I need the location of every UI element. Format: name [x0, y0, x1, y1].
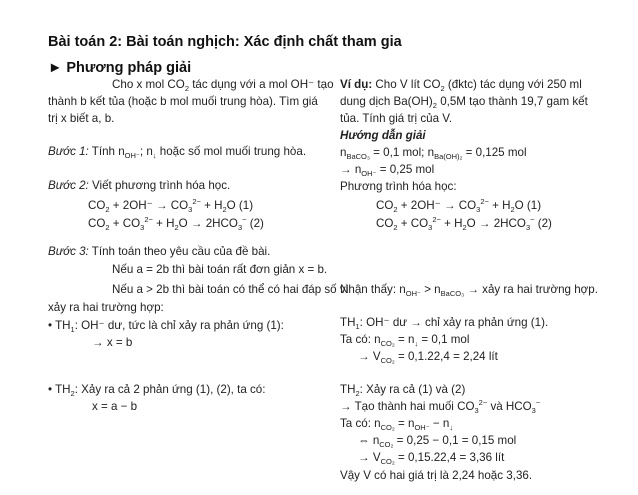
superscript: −	[535, 398, 541, 407]
subscript: 2	[70, 389, 75, 398]
subscript: 3	[531, 406, 536, 415]
subscript: 3	[474, 406, 479, 415]
line-text: Ta có: $n_{CO_2} = n_↓ = 0,1$ mol	[340, 333, 470, 348]
subscript: BaCO₃	[440, 289, 465, 298]
right-text-line	[340, 111, 452, 127]
line-lead-label: Ví dụ:	[340, 78, 373, 91]
right-text-line	[340, 382, 465, 398]
line-text: → x = b	[92, 336, 133, 349]
line-text: Phương trình hóa học:	[340, 180, 457, 193]
section-heading: ► Phương pháp giải	[48, 60, 192, 76]
line-text: • $TH_1$: OH⁻ dư, tức là chỉ xảy ra phản ứng (1):	[48, 319, 284, 334]
left-text-line	[48, 382, 265, 398]
line-text: Nhận thấy: $n_{OH^-} > n_{BaCO_3}$ → xảy ra hai trường hợp.	[340, 283, 598, 298]
right-text-line	[340, 128, 426, 144]
superscript: 2−	[480, 197, 489, 206]
subscript: CO₂	[380, 339, 395, 348]
right-text-line	[358, 450, 504, 466]
subscript: 1	[355, 322, 360, 331]
left-text-line	[48, 94, 318, 110]
subscript: 3	[428, 223, 433, 232]
right-text-line	[340, 179, 457, 195]
left-text-line	[48, 144, 306, 160]
subscript: 2	[222, 205, 227, 214]
right-text-line	[340, 315, 548, 331]
left-text-line	[48, 318, 284, 334]
right-text-line	[340, 416, 453, 432]
subscript: 2	[355, 389, 360, 398]
subscript: 2	[393, 205, 398, 214]
subscript: CO₂	[380, 356, 395, 365]
line-text: → $V_{CO_2} = 0,15.22,4 = 3,36$ lít	[358, 451, 505, 466]
line-text: $TH_2$: Xảy ra cả (1) và (2)	[340, 383, 466, 398]
right-text-line	[340, 162, 434, 178]
line-text: trị x biết a, b.	[48, 112, 115, 125]
left-text-line	[112, 262, 327, 278]
subscript: OH⁻	[361, 169, 377, 178]
subscript: OH⁻	[124, 151, 140, 160]
line-text: → $V_{CO_2} = 0,1.22,4 = 2,24$ lít	[358, 350, 498, 365]
superscript: 2−	[192, 197, 201, 206]
subscript: 2	[432, 101, 437, 110]
left-text-line	[92, 399, 137, 415]
line-lead-label: Bước 1:	[48, 145, 89, 158]
superscript: 2−	[432, 215, 441, 224]
right-text-line	[340, 332, 469, 348]
line-text: x = a − b	[92, 400, 138, 413]
line-text: Vậy V có hai giá trị là 2,24 hoặc 3,36.	[340, 469, 533, 482]
right-text-line	[340, 468, 532, 484]
line-text: Tính toán theo yêu cầu của đề bài.	[88, 245, 271, 258]
line-text: → $n_{OH^-} = 0,25$ mol	[340, 163, 435, 178]
line-text: $CO_2 + 2OH^- \to CO_3^{2-} + H_2O$ (1)	[88, 197, 254, 214]
line-text: Cho x mol $CO_2$ tác dụng với a mol OH⁻ tạo	[112, 78, 334, 93]
line-text: $TH_1$: OH⁻ dư → chỉ xảy ra phản ứng (1).	[340, 316, 549, 331]
subscript: 2	[174, 223, 179, 232]
line-text: dung dịch $Ba(OH)_2$ 0,5M tạo thành 19,7 gam kết	[340, 95, 588, 110]
subscript: 3	[476, 205, 481, 214]
right-text-line	[340, 399, 540, 415]
subscript: ↓	[449, 423, 454, 432]
subscript: ↓	[152, 151, 157, 160]
subscript: CO₂	[380, 457, 395, 466]
subscript: 3	[525, 223, 531, 232]
line-lead-label: Bước 3:	[48, 245, 89, 258]
left-text-line	[112, 77, 334, 93]
left-text-line	[88, 198, 253, 214]
line-text: Ta có: $n_{CO_2} = n_{OH^-} - n_↓$	[340, 417, 454, 432]
left-text-line	[92, 335, 132, 351]
right-text-line	[358, 349, 498, 365]
left-text-line	[48, 178, 230, 194]
left-text-line	[48, 111, 114, 127]
right-text-line	[340, 94, 588, 110]
left-text-line	[48, 300, 164, 316]
subscript: OH⁻	[405, 289, 421, 298]
line-text: $CO_2 + CO_3^{2-} + H_2O \to 2HCO_3^-$ (2)	[88, 215, 264, 232]
line-text: → Tạo thành hai muối $CO_3^{2-}$ và $HCO_3^-$	[340, 398, 541, 415]
line-text: $n_{BaCO_3} = 0,1$ mol; $n_{Ba(OH)_2} = 0,125$ mol	[340, 146, 527, 161]
subscript: 1	[70, 325, 75, 334]
subscript: OH⁻	[414, 423, 430, 432]
superscript: 2−	[144, 215, 153, 224]
right-text-line	[358, 433, 516, 449]
right-text-line	[340, 282, 598, 298]
subscript: 3	[140, 223, 145, 232]
line-lead-label: Hướng dẫn giải	[340, 129, 426, 142]
left-text-line	[112, 282, 349, 298]
right-text-line	[376, 216, 552, 232]
line-text: Cho V lít $CO_2$ (đktc) tác dụng với 250 ml	[372, 78, 582, 93]
line-text: $CO_2 + CO_3^{2-} + H_2O \to 2HCO_3^-$ (2)	[376, 215, 552, 232]
line-text: Nếu a > 2b thì bài toán có thể có hai đáp số vì	[112, 283, 349, 296]
subscript: CO₂	[379, 440, 394, 449]
line-lead-label: Bước 2:	[48, 179, 89, 192]
line-text: Viết phương trình hóa học.	[88, 179, 231, 192]
subscript: 2	[105, 223, 110, 232]
subscript: 2	[393, 223, 398, 232]
line-text: thành b kết tủa (hoặc b mol muối trung hòa). Tìm giá	[48, 95, 318, 108]
superscript: −	[242, 215, 247, 224]
page-title: Bài toán 2: Bài toán nghịch: Xác định chất tham gia	[48, 34, 402, 50]
line-text: $CO_2 + 2OH^- \to CO_3^{2-} + H_2O$ (1)	[376, 197, 542, 214]
superscript: 2−	[478, 398, 488, 407]
line-text: • $TH_2$: Xảy ra cả 2 phản ứng (1), (2), ta có:	[48, 383, 266, 398]
subscript: 2	[184, 84, 189, 93]
subscript: 2	[510, 205, 515, 214]
right-text-line	[340, 77, 582, 93]
left-text-line	[88, 216, 264, 232]
subscript: 2	[440, 84, 445, 93]
subscript: 3	[188, 205, 193, 214]
subscript: BaCO₃	[346, 152, 370, 161]
subscript: ↓	[414, 339, 419, 348]
left-text-line	[48, 244, 270, 260]
right-text-line	[340, 145, 527, 161]
line-text: Nếu a = 2b thì bài toán rất đơn giản x = b.	[112, 263, 328, 276]
superscript: −	[530, 215, 535, 224]
subscript: CO₂	[380, 423, 395, 432]
subscript: 3	[237, 223, 243, 232]
right-text-line	[376, 198, 541, 214]
subscript: 2	[105, 205, 110, 214]
line-text: ⇔ $n_{CO_2} = 0,25 - 0,1 = 0,15$ mol	[358, 434, 517, 449]
line-text: Tính $n_{OH^-}$; $n_↓$ hoặc số mol muối trung hòa.	[88, 145, 307, 160]
subscript: Ba(OH)₂	[434, 152, 463, 161]
line-text: tủa. Tính giá trị của V.	[340, 112, 453, 125]
subscript: 2	[462, 223, 467, 232]
line-text: xảy ra hai trường hợp:	[48, 301, 164, 314]
